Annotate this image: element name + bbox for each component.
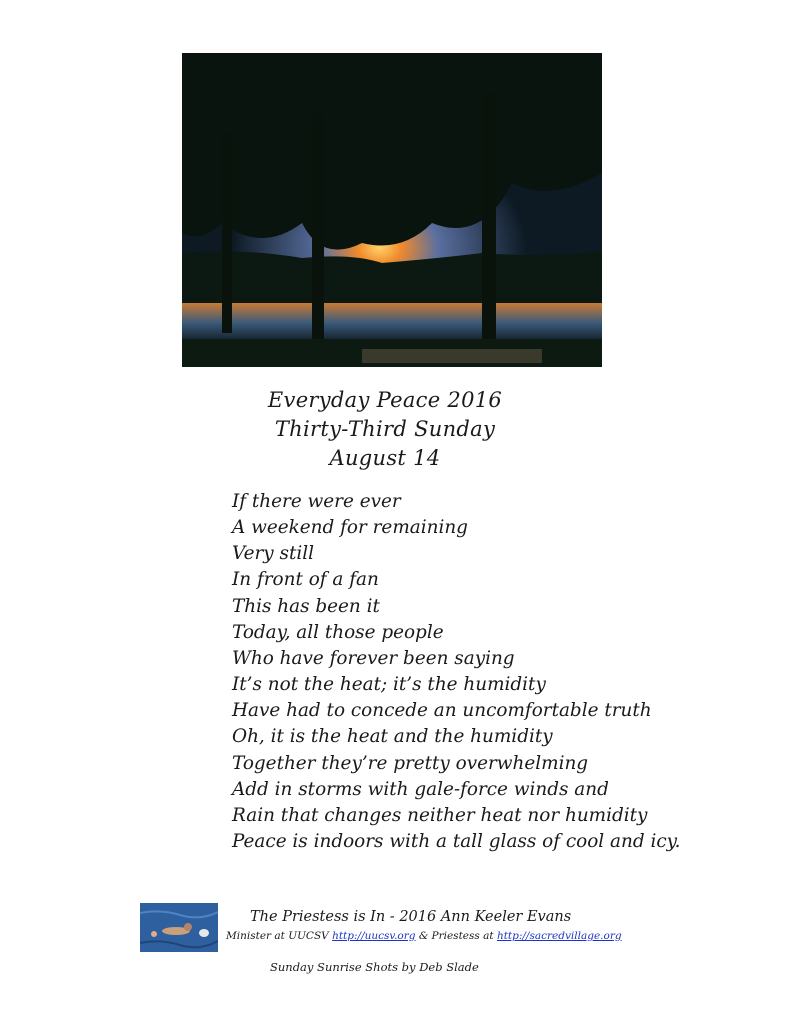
title-line-2: Thirty-Third Sunday [274,417,496,441]
credit-prefix: Sunday Sunrise Shots by [270,960,420,974]
priestess-text: & Priestess at [415,930,497,942]
sunset-photo [182,53,602,367]
swimmer-photo [140,903,218,952]
poem-line: Peace is indoors with a tall glass of cool and icy. [232,831,681,853]
poem-line: It’s not the heat; it’s the humidity [232,674,546,696]
poem-line: Who have forever been saying [232,647,515,669]
title-line-1: Everyday Peace 2016 [267,388,503,412]
poem-title [200,386,570,473]
uucsv-link[interactable]: http://uucsv.org [332,930,416,942]
poem-line: This has been it [232,595,380,617]
poem-line: Very still [232,543,314,565]
poem-line: Add in storms with gale-force winds and [232,778,609,800]
poem-line: If there were ever [232,491,401,512]
credit-name: Deb Slade [419,960,479,974]
poem-line: Rain that changes neither heat nor humidity [232,804,648,826]
poem-line: Oh, it is the heat and the humidity [232,726,553,748]
poem-line: Have had to concede an uncomfortable truth [232,700,652,722]
poem-line: Together they’re pretty overwhelming [232,752,589,774]
sacredvillage-link[interactable]: http://sacredvillage.org [496,930,622,942]
footer-attribution: The Priestess is In - 2016 Ann Keeler Evans [250,909,572,925]
poem-line: Today, all those people [232,621,444,643]
poem-line: In front of a fan [232,569,379,591]
photo-credit [270,960,479,974]
poem-body [232,489,752,855]
title-line-3: August 14 [329,446,441,470]
footer-links [226,930,622,942]
poem-line: A weekend for remaining [232,517,468,539]
minister-text: Minister at UUCSV [226,930,333,942]
